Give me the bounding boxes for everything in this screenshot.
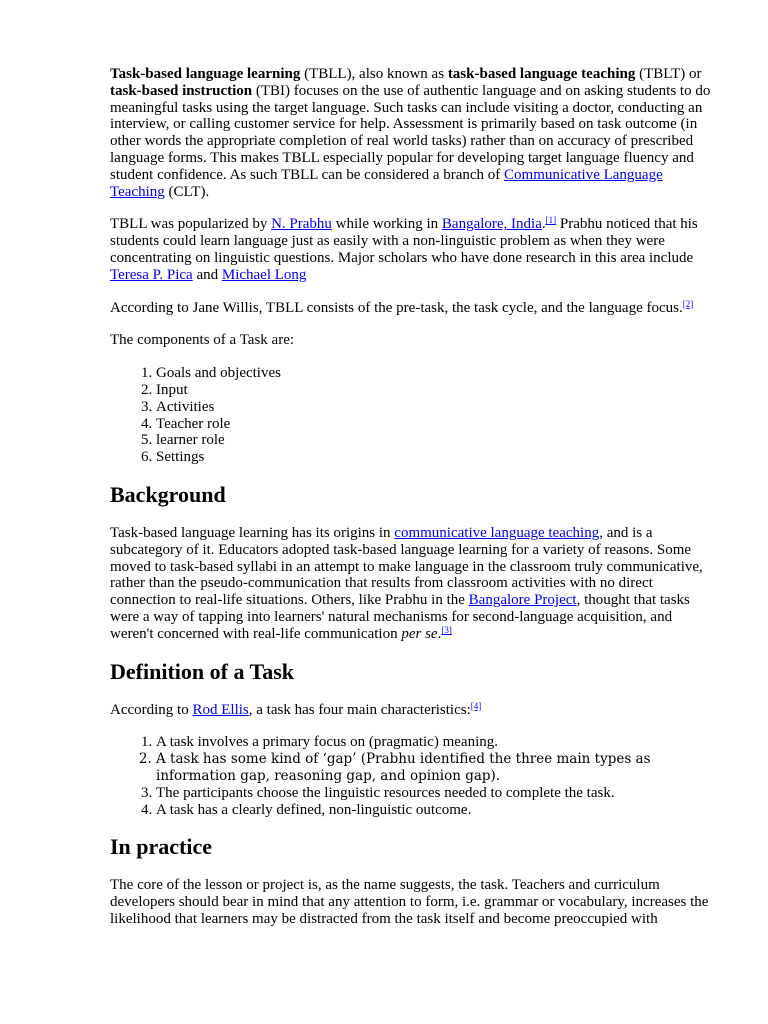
list-item: 1. A task involves a primary focus on (pragmatic) meaning. (156, 734, 718, 751)
components-intro: The components of a Task are: (110, 332, 295, 349)
link-bangalore-project[interactable]: Bangalore Project (468, 592, 577, 609)
heading-in-practice: In practice (110, 834, 213, 860)
intro-paragraph-1 (110, 66, 718, 200)
list-item: 2. Input (156, 382, 718, 399)
text: , thought that tasks were a way of tapping into learners' natural mechanisms for second-language acquisition, and weren't concerned with real-life communication (110, 592, 690, 642)
text: , and is a subcategory of it. Educators adopted task-based language learning for a variety of reasons. Some moved to task-based syllabi in an attempt to make language in the classroom truly communicative, rather than the pseudo-communication that results from classroom activities with no direct connection to real-life situations. Others, like Prabhu in the (110, 524, 703, 609)
text: Prabhu noticed that his students could learn language just as easily with a non-linguistic problem as when they were concentrating on linguistic questions. Major scholars who have done research in this area include (110, 216, 698, 266)
reference-link-2[interactable]: [2] (682, 298, 694, 309)
list-item: 6. Settings (156, 449, 718, 466)
heading-background: Background (110, 481, 226, 507)
list-item: 5. learner role (156, 432, 718, 449)
text: TBLL was popularized by (110, 216, 272, 233)
term-tblt: task-based language teaching (447, 66, 636, 82)
text: According to (110, 701, 193, 718)
text: , a task has four main characteristics: (248, 701, 471, 718)
emphasis-per-se: per se (401, 625, 438, 642)
practice-paragraph: The core of the lesson or project is, as the name suggests, the task. Teachers and curriculum developers should bear in mind that any attention to form, i.e. grammar or vocabulary, increases the likelihood that learners may be distracted from the task itself and become preoccupied with (110, 877, 709, 927)
term-tbll: Task-based language learning (110, 66, 301, 82)
term-tbi: task-based instruction (110, 82, 253, 99)
components-list (110, 365, 718, 466)
text: (TBLT) or (635, 66, 702, 82)
article-body (110, 66, 718, 944)
list-item: 4. Teacher role (156, 416, 718, 433)
reference-link-1[interactable]: [1] (545, 215, 557, 226)
list-item: 2. A task has some kind of ‘gap’ (Prabhu identified the three main types as information gap, reasoning gap, and opinion gap). (156, 751, 718, 785)
reference-4 (471, 701, 482, 711)
definition-paragraph (110, 702, 718, 719)
list-item: 3. Activities (156, 399, 718, 416)
text: and (192, 266, 222, 283)
reference-link-4[interactable]: [4] (470, 700, 482, 711)
link-rod-ellis[interactable]: Rod Ellis (192, 701, 249, 718)
link-communicative-language-teaching-2[interactable]: communicative language teaching (394, 524, 600, 541)
characteristics-list (110, 734, 718, 818)
reference-2 (683, 299, 694, 309)
text: . (541, 216, 546, 233)
link-teresa-pica[interactable]: Teresa P. Pica (110, 266, 193, 283)
text: Task-based language learning has its origins in (110, 524, 395, 541)
reference-3 (441, 625, 452, 635)
heading-definition: Definition of a Task (110, 658, 294, 684)
text: (CLT). (164, 183, 210, 200)
intro-paragraph-3 (110, 300, 718, 317)
intro-paragraph-2 (110, 216, 718, 283)
link-n-prabhu[interactable]: N. Prabhu (271, 216, 332, 233)
link-communicative-language-teaching[interactable]: Communicative Language Teaching (110, 166, 663, 200)
list-item: 1. Goals and objectives (156, 365, 718, 382)
reference-1 (546, 215, 557, 225)
link-bangalore-india[interactable]: Bangalore, India (441, 216, 542, 233)
reference-link-3[interactable]: [3] (441, 624, 452, 635)
text: . (437, 625, 442, 642)
text: (TBLL), also known as (300, 66, 448, 82)
text: According to Jane Willis, TBLL consists of the pre-task, the task cycle, and the language focus. (110, 299, 683, 316)
list-item: 3. The participants choose the linguistic resources needed to complete the task. (156, 785, 718, 802)
text: while working in (331, 216, 442, 233)
list-item: 4. A task has a clearly defined, non-linguistic outcome. (156, 802, 718, 819)
text: (TBI) focuses on the use of authentic language and on asking students to do meaningful tasks using the target language. Such tasks can include visiting a doctor, conducting an interview, or calling customer service for help. Assessment is primarily based on task outcome (in other words the appropriate completion of real world tasks) rather than on accuracy of prescribed language forms. This makes TBLL especially popular for developing target language fluency and student confidence. As such TBLL can be considered a branch of (110, 82, 711, 183)
background-paragraph (110, 525, 718, 643)
link-michael-long[interactable]: Michael Long (221, 266, 307, 283)
